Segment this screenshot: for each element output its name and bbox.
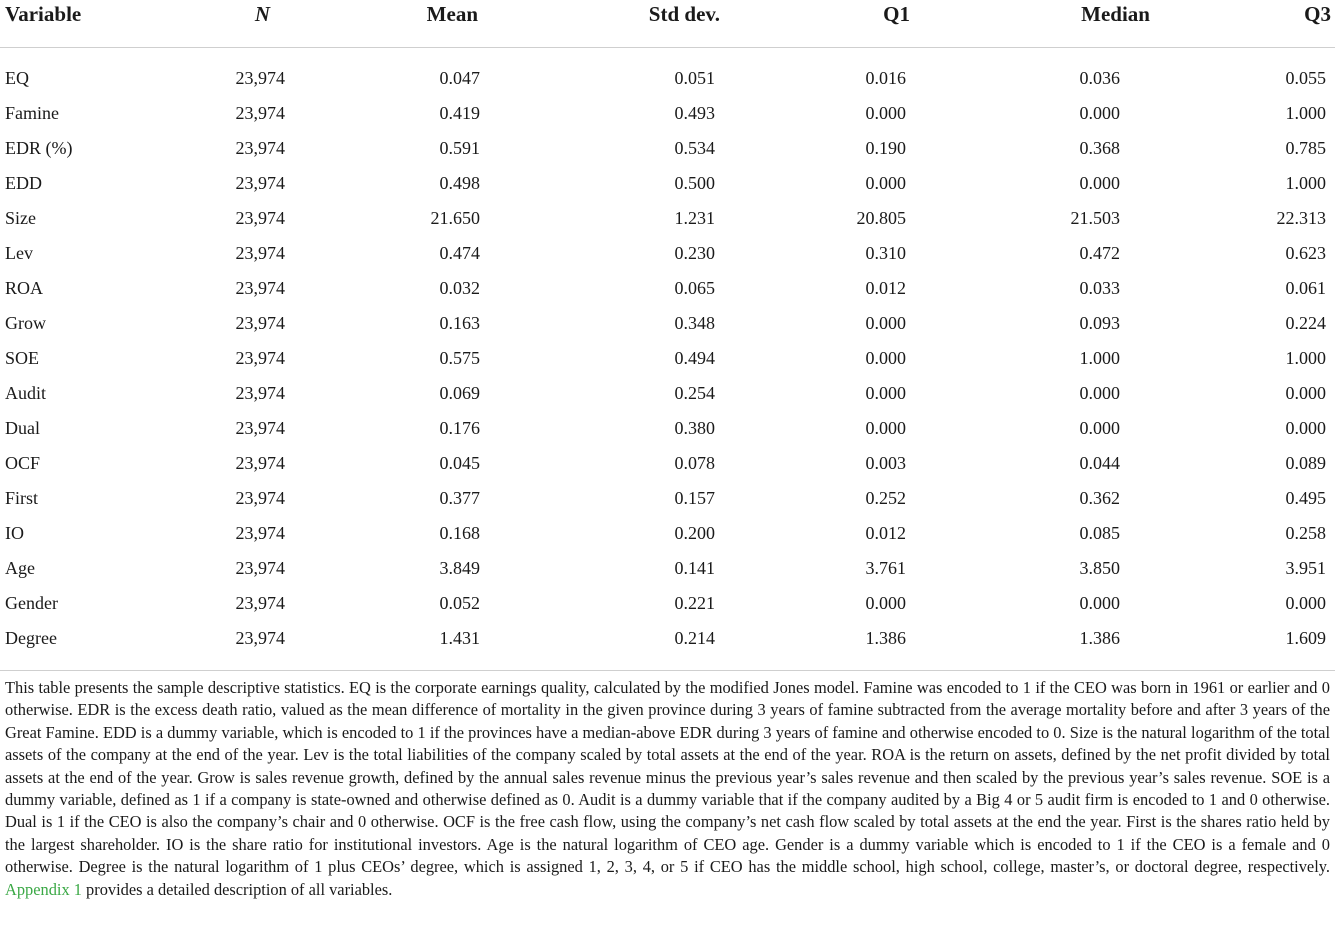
cell-mean: 0.474 — [439, 243, 480, 263]
cell-median: 0.362 — [1079, 488, 1120, 508]
cell-q3: 22.313 — [1276, 208, 1326, 228]
cell-q3: 1.000 — [1285, 103, 1326, 123]
cell-std-dev: 0.157 — [674, 488, 715, 508]
cell-std-dev: 0.500 — [674, 173, 715, 193]
cell-mean: 0.047 — [439, 68, 480, 88]
cell-variable: ROA — [5, 278, 44, 298]
table-row — [0, 341, 1335, 376]
table-row — [0, 376, 1335, 411]
cell-variable: Lev — [5, 243, 33, 263]
header-q1: Q1 — [720, 0, 940, 48]
table-row — [0, 481, 1335, 516]
header-variable: Variable — [0, 0, 200, 48]
header-q3: Q3 — [1160, 0, 1335, 48]
header-n: N — [200, 0, 320, 48]
cell-n: 23,974 — [235, 418, 285, 438]
cell-q1: 0.000 — [865, 173, 906, 193]
cell-variable: First — [5, 488, 39, 508]
cell-n: 23,974 — [235, 103, 285, 123]
table-row — [0, 166, 1335, 201]
cell-std-dev: 0.230 — [674, 243, 715, 263]
cell-variable: Audit — [5, 383, 47, 403]
cell-std-dev: 0.051 — [674, 68, 715, 88]
cell-n: 23,974 — [235, 313, 285, 333]
table-row — [0, 201, 1335, 236]
cell-std-dev: 0.214 — [520, 621, 720, 671]
cell-q1: 0.003 — [865, 453, 906, 473]
cell-std-dev: 0.200 — [674, 523, 715, 543]
cell-variable: Famine — [5, 103, 59, 123]
cell-n: 23,974 — [235, 68, 285, 88]
cell-n: 23,974 — [235, 208, 285, 228]
cell-q1: 0.012 — [865, 523, 906, 543]
cell-q1: 3.761 — [865, 558, 906, 578]
cell-mean: 0.419 — [439, 103, 480, 123]
table-row — [0, 621, 1335, 671]
cell-n: 23,974 — [235, 243, 285, 263]
cell-median: 0.033 — [1079, 278, 1120, 298]
cell-q1: 0.000 — [865, 313, 906, 333]
cell-median: 0.000 — [1079, 383, 1120, 403]
cell-q3: 3.951 — [1285, 558, 1326, 578]
cell-q1: 0.016 — [865, 68, 906, 88]
cell-mean: 0.163 — [439, 313, 480, 333]
footnote-tail: provides a detailed description of all variables. — [86, 879, 393, 899]
cell-std-dev: 0.348 — [674, 313, 715, 333]
cell-mean: 3.849 — [439, 558, 480, 578]
cell-std-dev: 0.141 — [674, 558, 715, 578]
cell-q3: 0.061 — [1285, 278, 1326, 298]
cell-q1: 0.000 — [865, 418, 906, 438]
cell-std-dev: 0.493 — [674, 103, 715, 123]
table-row — [0, 61, 1335, 96]
cell-n: 23,974 — [235, 558, 285, 578]
cell-std-dev: 0.078 — [674, 453, 715, 473]
cell-variable: Grow — [5, 313, 46, 333]
cell-n: 23,974 — [235, 383, 285, 403]
cell-std-dev: 0.494 — [674, 348, 715, 368]
cell-q3: 0.000 — [1285, 593, 1326, 613]
table-row — [0, 411, 1335, 446]
cell-median: 0.085 — [1079, 523, 1120, 543]
cell-q3: 0.000 — [1285, 383, 1326, 403]
cell-n: 23,974 — [235, 138, 285, 158]
cell-mean: 0.045 — [439, 453, 480, 473]
cell-mean: 0.498 — [439, 173, 480, 193]
cell-mean: 0.168 — [439, 523, 480, 543]
cell-median: 0.000 — [1079, 173, 1120, 193]
cell-std-dev: 0.254 — [674, 383, 715, 403]
cell-median: 3.850 — [1079, 558, 1120, 578]
cell-median: 1.386 — [940, 621, 1160, 671]
cell-mean: 1.431 — [320, 621, 520, 671]
cell-mean: 0.052 — [439, 593, 480, 613]
cell-q3: 0.089 — [1285, 453, 1326, 473]
cell-q3: 0.000 — [1285, 418, 1326, 438]
cell-q1: 0.252 — [865, 488, 906, 508]
cell-median: 0.036 — [1079, 68, 1120, 88]
cell-median: 0.000 — [1079, 593, 1120, 613]
cell-q1: 0.190 — [865, 138, 906, 158]
cell-std-dev: 0.534 — [674, 138, 715, 158]
table-row — [0, 131, 1335, 166]
table-row — [0, 306, 1335, 341]
table-row — [0, 271, 1335, 306]
cell-median: 0.368 — [1079, 138, 1120, 158]
cell-variable: OCF — [5, 453, 41, 473]
cell-n: 23,974 — [235, 348, 285, 368]
cell-variable: EQ — [5, 68, 29, 88]
header-spacer — [0, 48, 1335, 62]
cell-median: 0.472 — [1079, 243, 1120, 263]
cell-variable: EDR (%) — [5, 138, 73, 158]
cell-variable: SOE — [5, 348, 40, 368]
cell-q1: 0.012 — [865, 278, 906, 298]
cell-q1: 0.000 — [865, 593, 906, 613]
cell-q1: 20.805 — [856, 208, 906, 228]
table-row — [0, 551, 1335, 586]
cell-n: 23,974 — [200, 621, 320, 671]
cell-std-dev: 0.380 — [674, 418, 715, 438]
table-row — [0, 236, 1335, 271]
cell-mean: 0.032 — [439, 278, 480, 298]
cell-n: 23,974 — [235, 453, 285, 473]
cell-mean: 0.591 — [439, 138, 480, 158]
cell-mean: 21.650 — [430, 208, 480, 228]
cell-variable: Size — [5, 208, 36, 228]
cell-median: 0.044 — [1079, 453, 1120, 473]
footnote-text: This table presents the sample descriptive statistics. EQ is the corporate earnings quality, calculated by the modified Jones model. Famine was encoded to 1 if the CEO was born in 1961 or earlier and 0 otherwise. EDR is the excess death ratio, valued as the mean difference of mortality in the given province during 3 years of famine subtracted from the average mortality before and after 3 years of the Great Famine. EDD is a dummy variable, which is encoded to 1 if the provinces have a median-above EDR during 3 years of famine and otherwise encoded to 0. Size is the natural logarithm of the total assets of the company at the end of the year. Lev is the total liabilities of the company scaled by total assets at the end of the year. ROA is the return on assets, defined by the net profit divided by total assets at the end of the year. Grow is sales revenue growth, defined by the annual sales revenue minus the previous year’s sales revenue and then scaled by the previous year’s sales revenue. SOE is a dummy variable, defined as 1 if a company is state-owned and otherwise defined as 0. Audit is a dummy variable that if the company audited by a Big 4 or 5 audit firm is encoded to 1 and 0 otherwise. Dual is 1 if the CEO is also the company’s chair and 0 otherwise. OCF is the free cash flow, using the company’s net cash flow scaled by total assets at the end the year. First is the shares ratio held by the largest shareholder. IO is the share ratio for institutional investors. Age is the natural logarithm of CEO age. Gender is a dummy variable which is encoded to 1 if the CEO is a female and 0 otherwise. Degree is the natural logarithm of 1 plus CEOs’ degree, which is assigned 1, 2, 3, 4, or 5 if CEO has the middle school, high school, college, master’s, or doctoral degree, respectively. — [5, 678, 1330, 877]
cell-q1: 0.000 — [865, 348, 906, 368]
cell-q3: 0.258 — [1285, 523, 1326, 543]
cell-median: 0.000 — [1079, 103, 1120, 123]
table-row — [0, 516, 1335, 551]
cell-q3: 0.623 — [1285, 243, 1326, 263]
table-row — [0, 446, 1335, 481]
cell-q1: 0.310 — [865, 243, 906, 263]
header-mean: Mean — [320, 0, 520, 48]
header-median: Median — [940, 0, 1160, 48]
cell-mean: 0.377 — [439, 488, 480, 508]
table-footnote — [5, 677, 1330, 901]
cell-q3: 1.000 — [1285, 173, 1326, 193]
cell-n: 23,974 — [235, 593, 285, 613]
cell-std-dev: 1.231 — [674, 208, 715, 228]
cell-variable: Age — [5, 558, 35, 578]
cell-n: 23,974 — [235, 278, 285, 298]
cell-mean: 0.069 — [439, 383, 480, 403]
cell-q3: 0.055 — [1285, 68, 1326, 88]
cell-q3: 0.785 — [1285, 138, 1326, 158]
cell-variable: Dual — [5, 418, 40, 438]
cell-q1: 0.000 — [865, 383, 906, 403]
cell-n: 23,974 — [235, 488, 285, 508]
cell-std-dev: 0.065 — [674, 278, 715, 298]
cell-q3: 0.224 — [1285, 313, 1326, 333]
cell-std-dev: 0.221 — [674, 593, 715, 613]
cell-q3: 1.000 — [1285, 348, 1326, 368]
cell-q3: 0.495 — [1285, 488, 1326, 508]
cell-median: 0.093 — [1079, 313, 1120, 333]
cell-mean: 0.176 — [439, 418, 480, 438]
cell-q1: 1.386 — [720, 621, 940, 671]
appendix-link[interactable]: Appendix 1 — [5, 879, 82, 899]
header-std-dev: Std dev. — [520, 0, 720, 48]
cell-median: 0.000 — [1079, 418, 1120, 438]
cell-n: 23,974 — [235, 173, 285, 193]
table-row — [0, 96, 1335, 131]
cell-median: 21.503 — [1070, 208, 1120, 228]
cell-variable: IO — [5, 523, 24, 543]
cell-q1: 0.000 — [865, 103, 906, 123]
cell-variable: Gender — [5, 593, 58, 613]
cell-median: 1.000 — [1079, 348, 1120, 368]
table-body — [0, 48, 1335, 671]
table-row — [0, 586, 1335, 621]
cell-variable: EDD — [5, 173, 42, 193]
cell-q3: 1.609 — [1160, 621, 1335, 671]
cell-variable: Degree — [0, 621, 200, 671]
cell-n: 23,974 — [235, 523, 285, 543]
table-header-row — [0, 0, 1335, 48]
cell-mean: 0.575 — [439, 348, 480, 368]
